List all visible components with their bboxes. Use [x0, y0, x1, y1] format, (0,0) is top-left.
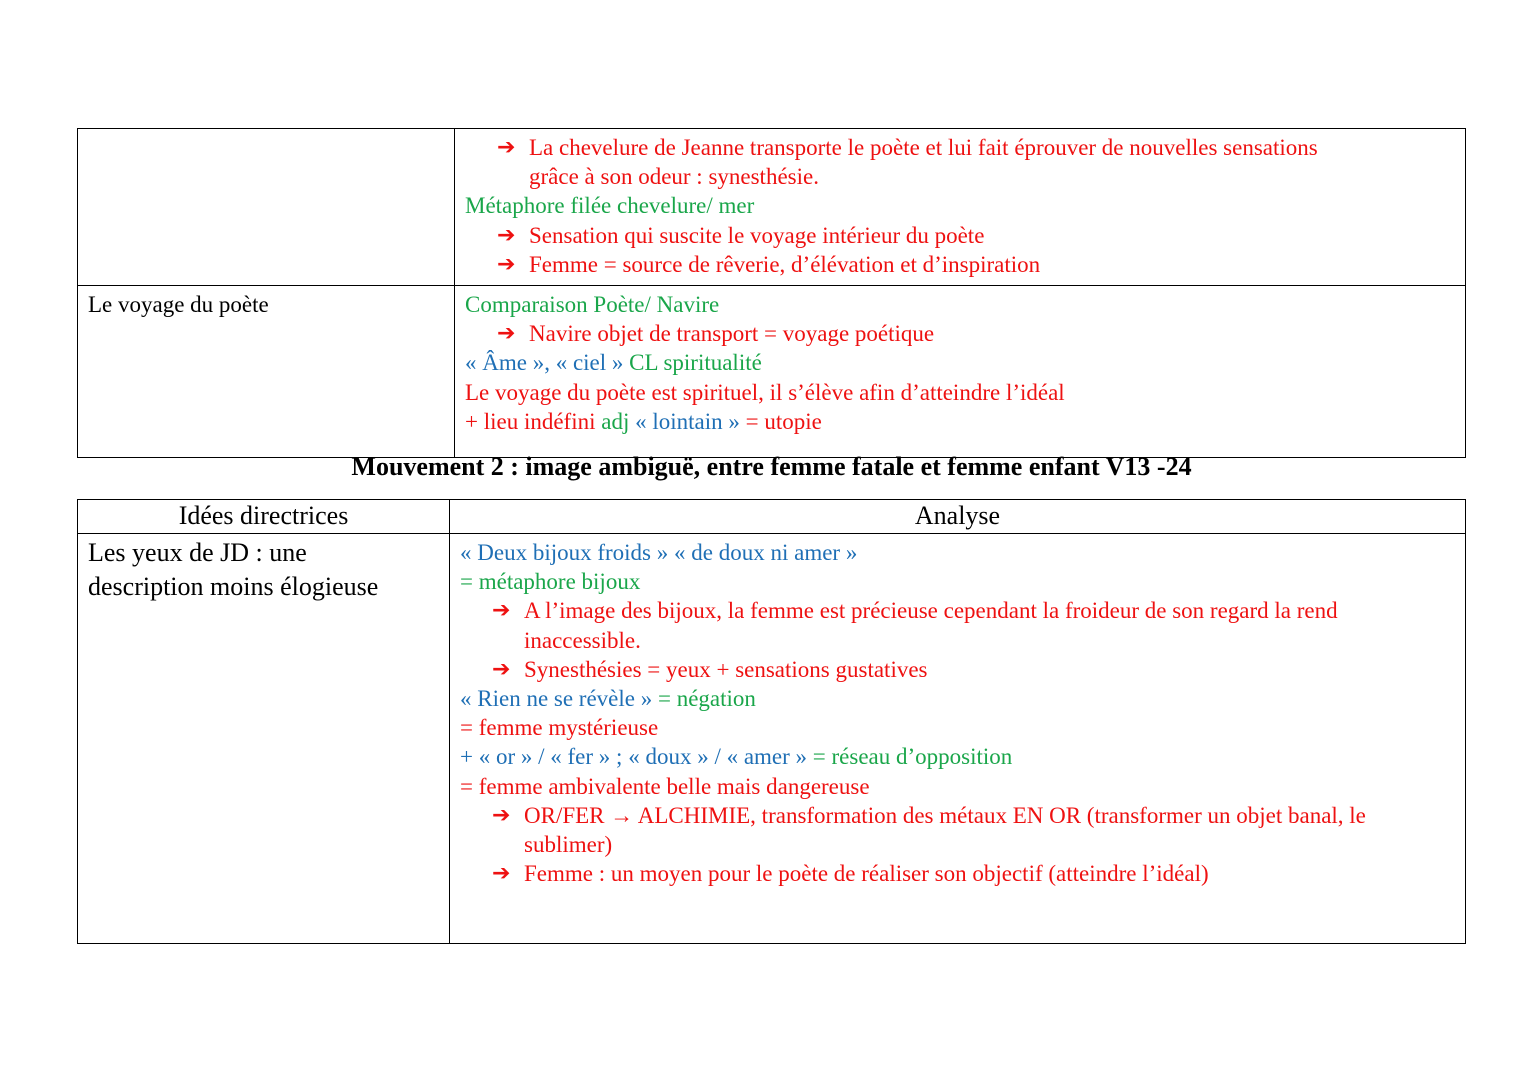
analysis-line [460, 742, 1457, 771]
arrow-right-icon: ➔ [497, 135, 516, 160]
analysis-line-text [492, 861, 1209, 886]
table1-row2-right-cell [455, 286, 1466, 458]
analysis-line [460, 801, 1457, 830]
text-segment: « Deux bijoux froids » « de doux ni amer » [460, 540, 858, 565]
analysis-line [460, 859, 1457, 888]
analysis-table-1 [77, 128, 1466, 458]
analysis-line-text [497, 321, 934, 346]
table2-left-cell [78, 534, 450, 944]
analysis-line [460, 626, 1457, 655]
text-segment: = négation [657, 686, 756, 712]
arrow-right-icon: ➔ [497, 222, 516, 248]
table2-left-line-2: description moins élogieuse [88, 572, 379, 601]
analysis-line-text [497, 252, 1040, 277]
table1-row1-left-text [78, 129, 454, 133]
text-segment: « lointain » [635, 408, 746, 434]
text-segment: = métaphore bijoux [460, 569, 641, 595]
analysis-line [465, 221, 1457, 250]
text-segment: Métaphore filée chevelure/ mer [465, 193, 755, 219]
analysis-line [465, 290, 1457, 319]
table1-row2-lines [455, 286, 1465, 442]
table2-header-right: Analyse [450, 500, 1466, 534]
text-segment: = réseau d’opposition [812, 744, 1013, 770]
text-segment: « Rien ne se révèle » [460, 686, 658, 712]
analysis-line [460, 713, 1457, 742]
analysis-line [465, 250, 1457, 279]
text-segment: + « or » / « fer » ; « doux » / « amer » [460, 744, 813, 770]
text-segment: Femme = source de rêverie, d’élévation et d’inspiration [529, 251, 1041, 277]
text-segment: La chevelure de Jeanne transporte le poète et lui fait éprouver de nouvelles sensations [529, 135, 1318, 160]
text-segment: Sensation qui suscite le voyage intérieur du poète [529, 222, 985, 248]
arrow-right-icon: ➔ [492, 802, 511, 828]
analysis-line [465, 191, 1457, 220]
analysis-line [460, 655, 1457, 684]
analysis-line [465, 319, 1457, 348]
text-segment: adj [601, 408, 636, 434]
analysis-line [465, 378, 1457, 407]
section-heading: Mouvement 2 : image ambiguë, entre femme fatale et femme enfant V13 -24 [351, 452, 1192, 481]
table2-left-line-1: Les yeux de JD : une [88, 538, 307, 567]
text-segment: = utopie [745, 408, 822, 434]
text-segment: = femme ambivalente belle mais dangereuse [460, 773, 870, 799]
table2-lines [450, 534, 1465, 894]
analysis-line-text [492, 657, 928, 682]
analysis-line [465, 133, 1457, 162]
analysis-line [465, 162, 1457, 191]
analysis-line-text [492, 598, 1338, 623]
text-segment: + lieu indéfini [465, 408, 602, 434]
text-segment: A l’image des bijoux, la femme est précieuse cependant la froideur de son regard la rend [524, 598, 1338, 624]
analysis-line [465, 407, 1457, 436]
table1-row1-lines [455, 129, 1465, 285]
analysis-line [460, 538, 1457, 567]
analysis-line [460, 684, 1457, 713]
table1-row2-left-cell [78, 286, 455, 458]
arrow-right-icon: ➔ [497, 251, 516, 277]
table1-row1-right-cell [455, 129, 1466, 286]
analysis-line [460, 596, 1457, 625]
arrow-right-icon: ➔ [492, 861, 511, 887]
arrow-right-icon: ➔ [492, 598, 511, 624]
analysis-table-2 [77, 499, 1466, 944]
analysis-line [460, 567, 1457, 596]
text-segment: = femme mystérieuse [460, 715, 659, 741]
text-segment: « Âme », « ciel » [465, 350, 630, 376]
table2-left-text [78, 534, 449, 604]
text-segment: OR/FER → ALCHIMIE, transformation des métaux EN OR (transformer un objet banal, le [524, 802, 1366, 828]
analysis-line [465, 348, 1457, 377]
table1-row1-left-cell [78, 129, 455, 286]
text-segment: Synesthésies = yeux + sensations gustatives [524, 656, 928, 682]
arrow-right-icon: ➔ [497, 321, 516, 347]
text-segment: grâce à son odeur : synesthésie. [529, 164, 819, 190]
analysis-line-text [497, 223, 984, 248]
text-segment: Le voyage du poète est spirituel, il s’élève afin d’atteindre l’idéal [465, 379, 1065, 405]
text-segment: Comparaison Poète/ Navire [465, 292, 720, 318]
text-segment: Navire objet de transport = voyage poétique [529, 321, 935, 347]
table2-header-left: Idées directrices [78, 500, 450, 534]
table1-row2-left-text: Le voyage du poète [88, 292, 269, 318]
text-segment: CL spiritualité [629, 350, 762, 376]
analysis-line [460, 772, 1457, 801]
analysis-line-text [497, 135, 1318, 160]
analysis-line [460, 830, 1457, 859]
arrow-right-icon: ➔ [492, 656, 511, 682]
analysis-line-text [492, 803, 1366, 828]
text-segment: sublimer) [524, 832, 613, 858]
text-segment: inaccessible. [524, 627, 641, 653]
table2-right-cell [450, 534, 1466, 944]
text-segment: Femme : un moyen pour le poète de réaliser son objectif (atteindre l’idéal) [524, 861, 1209, 887]
